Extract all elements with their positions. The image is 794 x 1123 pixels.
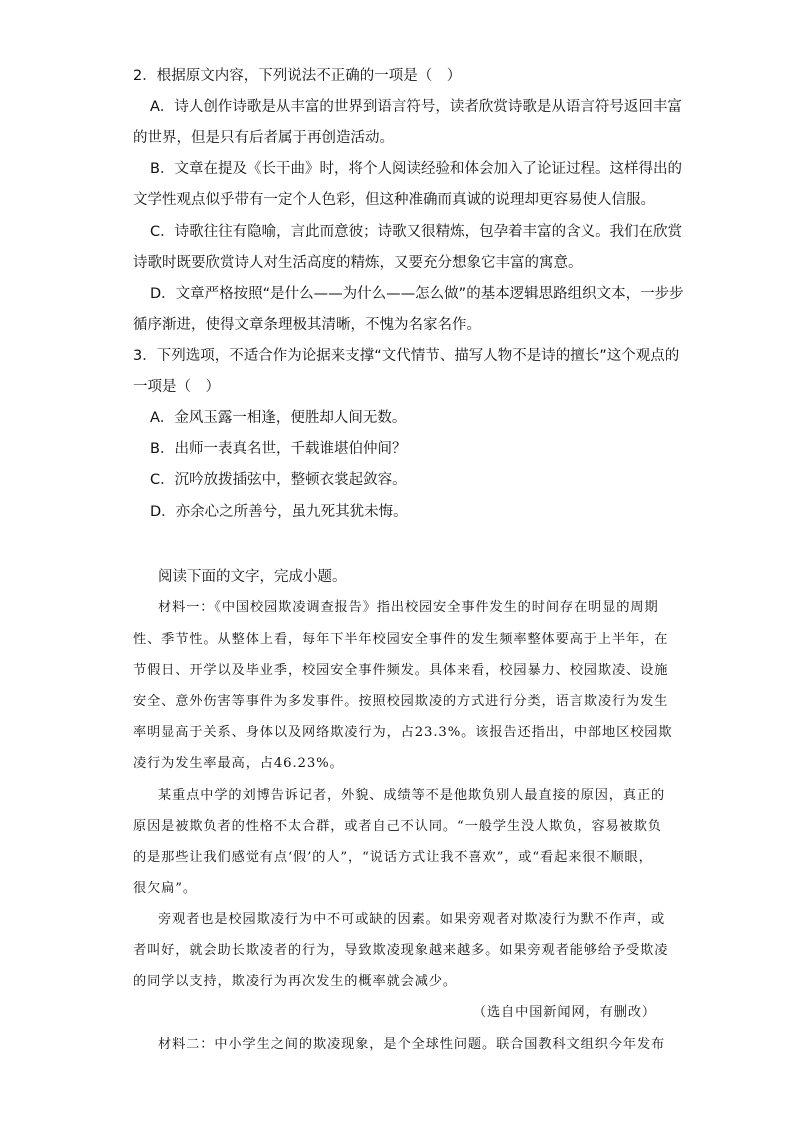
material-1-line-6: 凌行为发生率最高，占46.23%。	[133, 756, 344, 771]
question-2-option-c: C．诗歌往往有隐喻，言此而意彼；诗歌又很精炼，包孕着丰富的含义。我们在欣赏	[150, 224, 683, 240]
material-2-line-1: 材料二：中小学生之间的欺凌现象，是个全球性问题。联合国教科文组织今年发布	[158, 1037, 666, 1052]
question-2-option-b-continued: 文学性观点似乎带有一定个人色彩，但这种准确而真诚的说理却更容易使人信服。	[133, 192, 655, 208]
question-3-stem-continued: 一项是（ ）	[133, 379, 220, 395]
question-3-option-b: B．出师一表真名世，千载谁堪伯仲间？	[150, 441, 407, 457]
question-2-option-b: B．文章在提及《长干曲》时，将个人阅读经验和体会加入了论证过程。这样得出的	[150, 161, 682, 177]
paragraph-3-line-2: 者叫好，就会助长欺凌者的行为，导致欺凌现象越来越多。如果旁观者能够给予受欺凌	[133, 943, 669, 958]
question-2-option-a-continued: 的世界，但是只有后者属于再创造活动。	[133, 130, 394, 146]
reading-instruction: 阅读下面的文字，完成小题。	[158, 569, 347, 585]
material-1-line-2: 性、季节性。从整体上看，每年下半年校园安全事件的发生频率整体要高于上半年，在	[133, 632, 669, 647]
question-3-option-a: A．金风玉露一相逢，便胜却人间无数。	[150, 410, 407, 426]
question-2-option-d: D．文章严格按照“是什么——为什么——怎么做”的基本逻辑思路组织文本，一步步	[150, 286, 684, 302]
paragraph-2-line-1: 某重点中学的刘博告诉记者，外貌、成绩等不是他欺负别人最直接的原因，真正的	[158, 788, 666, 803]
paragraph-2-line-4: 很欠扁”。	[133, 881, 197, 896]
paragraph-3-line-3: 的同学以支持，欺凌行为再次发生的概率就会减少。	[133, 974, 458, 989]
question-2-stem: 2．根据原文内容，下列说法不正确的一项是（ ）	[133, 68, 462, 84]
paragraph-2-line-3: 的是那些让我们感觉有点‘假’的人”，“说话方式让我不喜欢”，或“看起来很不顺眼，	[133, 850, 653, 865]
paragraph-3-line-1: 旁观者也是校园欺凌行为中不可或缺的因素。如果旁观者对欺凌行为默不作声，或	[158, 912, 666, 927]
material-1-line-5: 率明显高于关系、身体以及网络欺凌行为，占23.3%。该报告还指出，中部地区校园欺	[133, 725, 673, 740]
material-1-line-4: 安全、意外伤害等事件为多发事件。按照校园欺凌的方式进行分类，语言欺凌行为发生	[133, 694, 669, 709]
question-3-option-d: D．亦余心之所善兮，虽九死其犹未悔。	[150, 504, 408, 520]
material-1-line-3: 节假日、开学以及毕业季，校园安全事件频发。具体来看，校园暴力、校园欺凌、设施	[133, 663, 669, 678]
question-2-option-c-continued: 诗歌时既要欣赏诗人对生活高度的精炼，又要充分想象它丰富的寓意。	[133, 255, 583, 271]
question-2-option-d-continued: 循序渐进，使得文章条理极其清晰，不愧为名家名作。	[133, 317, 481, 333]
paragraph-2-line-2: 原因是被欺负者的性格不太合群，或者自己不认同。“一般学生没人欺负，容易被欺负	[133, 819, 662, 834]
question-3-option-c: C．沉吟放拨插弦中，整顿衣裳起敛容。	[150, 472, 407, 488]
material-1-line-1: 材料一：《中国校园欺凌调查报告》指出校园安全事件发生的时间存在明显的周期	[158, 600, 659, 615]
source-note: （选自中国新闻网，有删改）	[472, 1005, 656, 1020]
question-2-option-a: A．诗人创作诗歌是从丰富的世界到语言符号，读者欣赏诗歌是从语言符号返回丰富	[150, 99, 682, 115]
question-3-stem: 3．下列选项，不适合作为论据来支撑“文代情节、描写人物不是诗的擅长”这个观点的	[133, 348, 680, 364]
